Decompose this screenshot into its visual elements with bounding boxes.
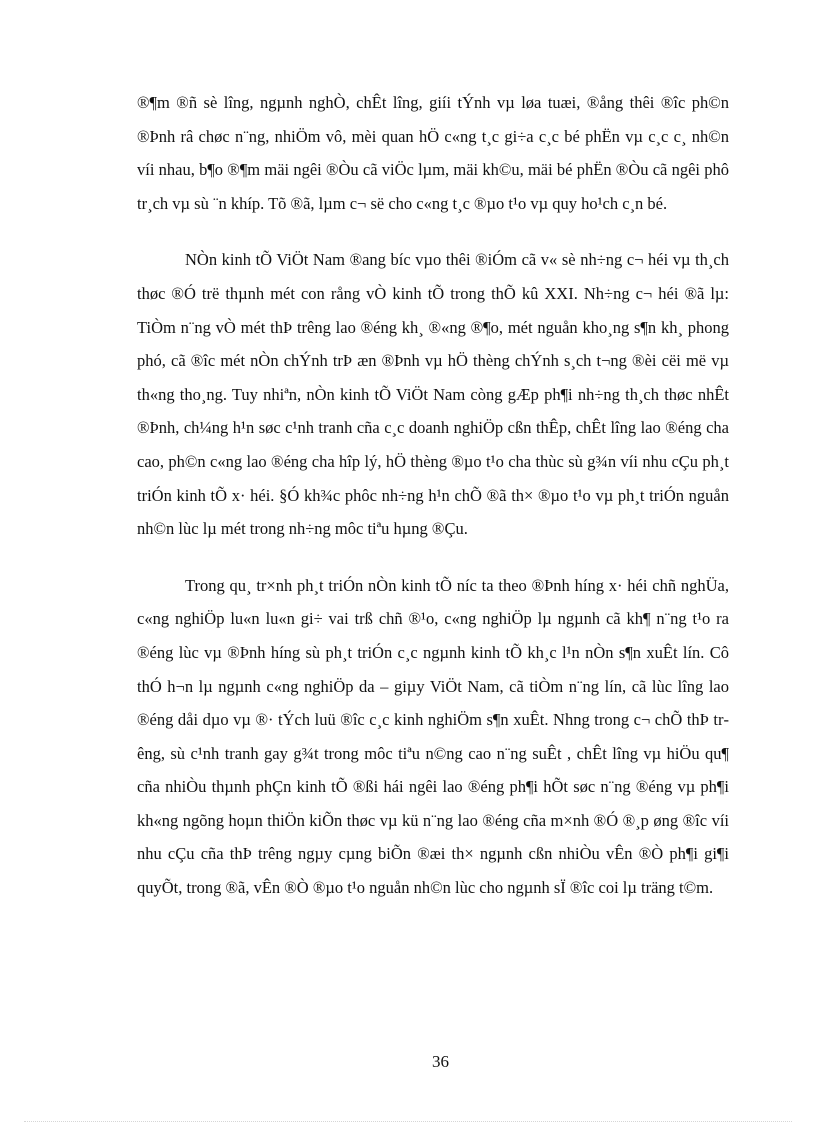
paragraph-1: ®¶m ®ñ sè lîng, ngµnh nghÒ, chÊt lîng, giíi tÝnh vµ løa tuæi, ®ång thêi ®îc ph©n ®Þnh râ chøc n¨ng, nhiÖm vô, mèi quan hÖ c«ng t¸c gi÷a c¸c bé phËn vµ c¸c c¸ nh©n víi nhau, b¶o ®¶m mäi ngêi ®Òu cã viÖc lµm, mäi kh©u, mäi bé phËn ®Òu cã ngêi phô tr¸ch vµ sù ¨n khíp. Tõ ®ã, lµm c¬ së cho c«ng t¸c ®µo t¹o vµ quy ho¹ch c¸n bé. (137, 93, 729, 213)
page-bottom-divider (24, 1121, 792, 1122)
paragraph-3: Trong qu¸ tr×nh ph¸t triÓn nÒn kinh tÕ níc ta theo ®Þnh híng x· héi chñ nghÜa, c«ng nghiÖp lu«n lu«n gi÷ vai trß chñ ®¹o, c«ng nghiÖp lµ ngµnh cã kh¶ n¨ng t¹o ra ®éng lùc vµ ®Þnh híng sù ph¸t triÓn c¸c ngµnh kinh tÕ kh¸c l¹n nÒn s¶n xuÊt lín. Cô thÓ h¬n lµ ngµnh c«ng nghiÖp da – giµy ViÖt Nam, cã tiÒm n¨ng lín, cã lùc lîng lao ®éng dåi dµo vµ ®· tÝch luü ®îc c¸c kinh nghiÖm s¶n xuÊt. Nhng trong c¬ chÕ thÞ trêng, sù c¹nh tranh gay g¾t trong môc tiªu n©ng cao n¨ng suÊt , chÊt lîng vµ hiÖu qu¶ cña nhiÒu thµnh phÇn kinh tÕ ®ßi hái ngêi lao ®éng ph¶i hÕt søc n¨ng ®éng vµ ph¶i kh«ng ngõng hoµn thiÖn kiÕn thøc vµ kü n¨ng lao ®éng cña m×nh ®Ó ®¸p øng ®îc víi nhu cÇu cña thÞ trêng ngµy cµng biÕn ®æi th× ngµnh cßn nhiÒu vÊn ®Ò ph¶i gi¶i quyÕt, trong ®ã, vÊn ®Ò ®µo t¹o nguån nh©n lùc cho ngµnh sÏ ®îc coi lµ träng t©m. (137, 575, 729, 898)
page-number: 36 (432, 1052, 449, 1071)
body-text (137, 86, 729, 928)
paragraph-2: NÒn kinh tÕ ViÖt Nam ®ang bíc vµo thêi ®iÓm cã v« sè nh÷ng c¬ héi vµ th¸ch thøc ®Ó trë thµnh mét con rång vÒ kinh tÕ trong thÕ kû XXI. Nh÷ng c¬ héi ®ã lµ: TiÒm n¨ng vÒ mét thÞ trêng lao ®éng kh¸ ®«ng ®¶o, mét nguån kho¸ng s¶n kh¸ phong phó, cã ®îc mét nÒn chÝnh trÞ æn ®Þnh vµ hÖ thèng chÝnh s¸ch t¬ng ®èi cëi më vµ th«ng tho¸ng. Tuy nhiªn, nÒn kinh tÕ ViÖt Nam còng gÆp ph¶i nh÷ng th¸ch thøc nhÊt ®Þnh, ch¼ng h¹n søc c¹nh tranh cña c¸c doanh nghiÖp cßn thÊp, chÊt lîng lao ®éng cha cao, ph©n c«ng lao ®éng cha hîp lý, hÖ thèng ®µo t¹o cha thùc sù g¾n víi nhu cÇu ph¸t triÓn kinh tÕ x· héi. §Ó kh¾c phôc nh÷ng h¹n chÕ ®ã th× ®µo t¹o vµ ph¸t triÓn nguån nh©n lùc lµ mét trong nh÷ng môc tiªu hµng ®Çu. (137, 250, 729, 539)
